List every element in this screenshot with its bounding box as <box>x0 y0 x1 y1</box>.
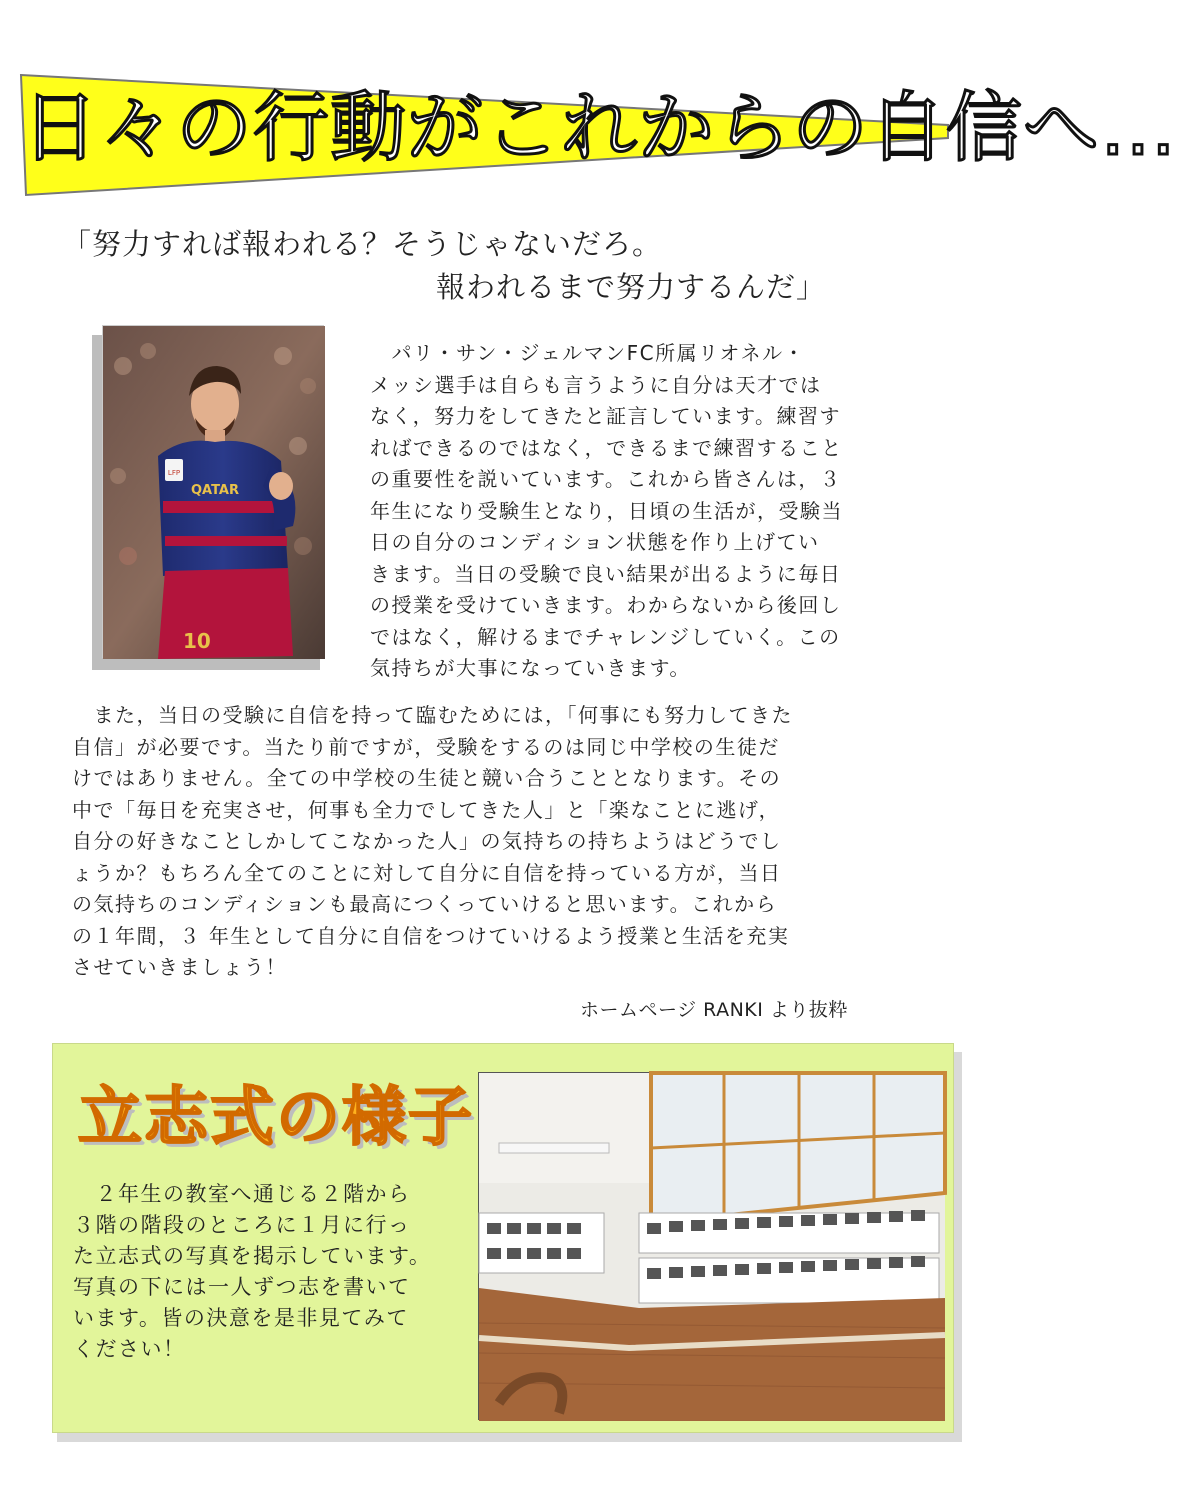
text-line: 中で「毎日を充実させ，何事も全力でしてきた人」と「楽なことに逃げ， <box>72 797 781 822</box>
jersey-number: 10 <box>183 629 211 653</box>
text-line: ３階の階段のところに１月に行っ <box>73 1213 411 1237</box>
text-line: 日の自分のコンディション状態を作り上げてい <box>370 530 820 554</box>
text-line: 写真の下には一人ずつ志を書いて <box>73 1275 411 1299</box>
text-line: パリ・サン・ジェルマンFC所属リオネル・ <box>370 341 806 365</box>
page-title: 日々の行動がこれからの自信へ… <box>22 83 1177 172</box>
text-line: させていきましょう！ <box>72 955 287 979</box>
text-line: 年生になり受験生となり，日頃の生活が，受験当 <box>370 498 843 523</box>
source-citation: ホームページ RANKI より抜粋 <box>580 999 848 1021</box>
text-line: ょうか？もちろん全てのことに対して自分に自信を持っている方が，当日 <box>72 860 782 885</box>
text-line: ２年生の教室へ通じる２階から <box>73 1182 411 1206</box>
text-line: た立志式の写真を掲示しています。 <box>73 1244 432 1268</box>
text-line: きます。当日の受験で良い結果が出るように毎日 <box>370 561 842 586</box>
text-line: 自分の好きなことしかしてこなかった人」の気持ちの持ちようはどうでし <box>72 829 782 853</box>
text-line: 自信」が必要です。当たり前ですが，受験をするのは同じ中学校の生徒だ <box>72 734 780 759</box>
text-line: ればできるのではなく，できるまで練習すること <box>370 435 843 460</box>
stairwell-photo <box>478 1072 944 1420</box>
text-line: ください！ <box>73 1337 186 1361</box>
player-photo <box>102 325 324 658</box>
quote-line-1: 「努力すれば報われる？そうじゃないだろ。 <box>62 227 663 261</box>
player-photo-frame <box>92 325 332 670</box>
article-paragraph-2 <box>72 700 938 984</box>
jersey-sponsor-text: QATAR <box>190 483 240 498</box>
ceremony-description <box>73 1179 473 1365</box>
text-line: の１年間，３ 年生として自分に自信をつけていけるよう授業と生活を充実 <box>72 923 790 948</box>
text-line: ではなく，解けるまでチャレンジしていく。この <box>370 624 841 649</box>
text-line: の授業を受けていきます。わからないから後回し <box>370 593 842 617</box>
text-line: また，当日の受験に自信を持って臨むためには，「何事にも努力してきた <box>72 703 793 727</box>
text-line: の重要性を説いています。これから皆さんは，３ <box>370 467 842 491</box>
text-line: なく，努力をしてきたと証言しています。練習す <box>370 404 841 428</box>
text-line: の気持ちのコンディションも最高につくっていけると思います。これから <box>72 892 778 916</box>
article-paragraph-1 <box>370 338 935 685</box>
text-line: います。皆の決意を是非見てみて <box>73 1306 409 1330</box>
text-line: 気持ちが大事になっていきます。 <box>370 656 691 680</box>
quote-line-2: 報われるまで努力するんだ」 <box>436 270 827 304</box>
text-line: けではありません。全ての中学校の生徒と競い合うこととなります。その <box>72 766 782 790</box>
ceremony-title: 立志式の様子 <box>78 1081 474 1155</box>
text-line: メッシ選手は自らも言うように自分は天才では <box>370 372 822 397</box>
jersey-badge-text: LFP <box>167 469 181 477</box>
